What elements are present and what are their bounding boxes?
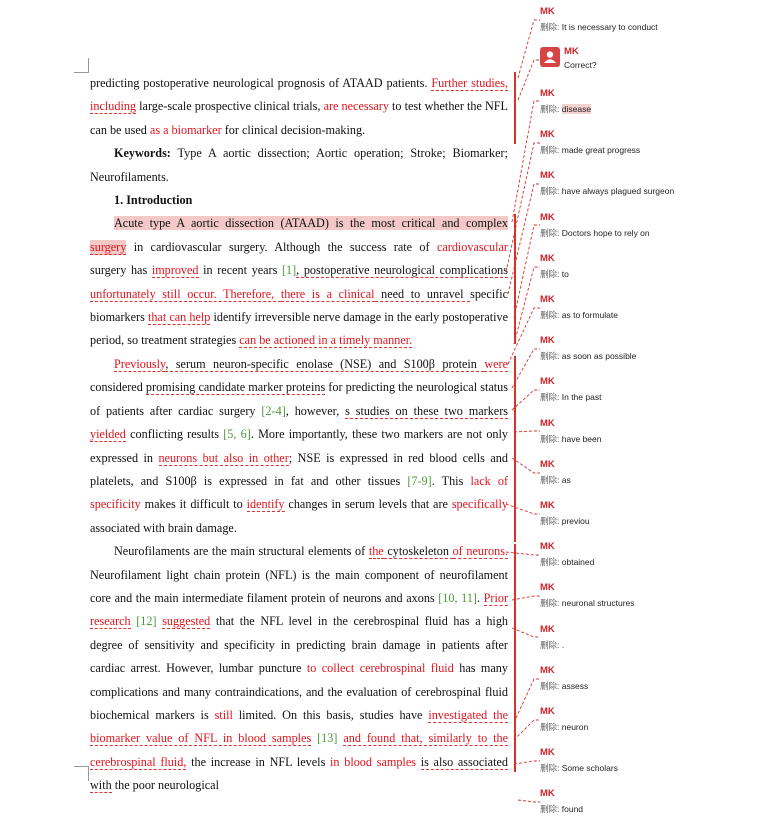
comment-deletion[interactable] [540,747,760,775]
text-run: were [484,356,508,371]
text-run: in cardiovascular surgery. Although the success rate of [126,239,437,254]
text-run: has many complications and many contraindications, and the evaluation of cerebrospinal fluid biochemical markers is [90,661,508,722]
text-run: the increase in NFL levels [186,754,331,769]
deletion-tag: 删除: [540,763,560,774]
deleted-text: neuronal structures [561,598,635,609]
deleted-text: have been [561,433,602,444]
keywords-text: Type A aortic dissection; Aortic operation; Stroke; Biomarker; Neurofilaments. [90,146,508,184]
text-run: s studies on these two markers [345,403,508,418]
text-run: can be actioned in a timely manner. [239,333,413,348]
document-body[interactable] [90,72,508,798]
deleted-text: to [561,268,569,279]
comment-author: MK [540,294,555,305]
deleted-text: Some scholars [561,763,618,774]
text-run: identify [246,497,285,512]
text-run: cytoskeleton [383,544,453,559]
text-run: large-scale prospective clinical trials, [136,99,324,114]
text-run: , however, [285,403,346,418]
text-run: [13] [317,731,338,746]
deleted-text: Doctors hope to rely on [561,227,650,238]
intro-paragraph-1[interactable] [90,212,508,352]
text-run: conflicting results [125,427,224,442]
text-run: investigated the biomarker value of NFL in blood samples [90,707,508,746]
text-run: improved [151,263,199,278]
text-run [416,755,421,769]
keywords-label: Keywords: [114,146,171,161]
text-run: [10, 11] [438,590,477,605]
deletion-tag: 删除: [540,310,560,320]
deleted-text: previou [561,516,590,526]
deletion-tag: 删除: [540,639,560,650]
text-run: for clinical decision-making. [221,122,366,137]
deleted-text: assess [561,680,589,691]
comment-deletion[interactable] [540,582,760,610]
text-run: , postoperative neurological complications [296,263,508,278]
text-run: limited. On this basis, studies have [232,707,429,722]
text-run: Neurofilament light chain protein (NFL) is the main component of neurofilament core and the main intermediate filament protein of neurons and axons [90,567,508,605]
text-run: Prior research [90,590,509,629]
text-run: changes in serum levels that are [284,497,452,512]
text-run: cardiovascular [436,239,508,254]
text-run: considered [90,380,146,395]
deletion-tag: 删除: [540,680,560,691]
deleted-text: made great progress [561,145,641,156]
intro-paragraph-3[interactable] [90,540,508,797]
deletion-tag: 删除: [540,268,560,279]
change-bar [514,356,516,542]
comment-deletion[interactable] [540,459,760,487]
change-bar [514,72,516,144]
deleted-text: disease [561,104,592,114]
deletion-tag: 删除: [540,433,560,444]
deleted-text: as [561,474,571,485]
text-run: ; NSE is expressed in red blood cells and platelets, and S100β is expressed in fat and other tissues [90,450,508,488]
text-run: [1] [281,263,297,278]
comment-author: MK [540,747,555,759]
intro-paragraph-2[interactable] [90,353,508,540]
deletion-tag: 删除: [540,722,560,732]
deletion-tag: 删除: [540,516,560,526]
comment-author: MK [540,417,555,429]
comment-deletion[interactable] [540,253,760,281]
text-run: for predicting the neurological status of patients after cardiac surgery [90,380,508,418]
text-run: in blood samples [330,754,416,769]
text-run: the [368,544,384,559]
comment-author: MK [540,458,555,470]
comment-author: MK [540,6,555,17]
text-run: Further studies, including [90,76,508,114]
deletion-tag: 删除: [540,227,560,238]
comment-deletion[interactable] [540,376,760,404]
comment-deletion[interactable] [540,335,760,363]
deleted-text: obtained [561,557,595,568]
comment-deletion[interactable] [540,624,760,652]
deletion-tag: 删除: [540,804,560,815]
comment-author: MK [540,541,555,553]
deletion-tag: 删除: [540,598,560,609]
deletion-tag: 删除: [540,392,560,403]
deletion-tag: 删除: [540,474,560,485]
comment-deletion[interactable] [540,6,760,34]
comment-author: MK [540,664,555,676]
text-run: [2-4] [261,403,286,418]
deleted-text: as to formulate [561,310,618,320]
text-run: [12] [136,614,157,629]
text-run: are necessary [323,99,389,114]
comment-author: MK [540,335,555,347]
deletion-tag: 删除: [540,145,560,156]
comment-deletion[interactable] [540,88,760,116]
comment-author: MK [540,582,555,594]
text-run: surgery has [90,263,152,278]
comment-deletion[interactable] [540,129,760,157]
deletion-tag: 删除: [540,557,560,568]
comment-reply[interactable] [564,46,597,70]
comment-deletion[interactable] [540,500,760,528]
text-run: Neurofilaments are the main structural elements of [114,544,369,559]
text-run: Previously [114,356,166,371]
change-bar [514,544,516,772]
keywords-paragraph[interactable] [90,142,508,189]
text-run: in recent years [198,263,282,278]
comment-deletion[interactable] [540,212,760,240]
text-run: yielded [90,427,126,442]
text-run: promising candidate marker proteins [145,380,326,395]
text-run: the poor neurological [111,778,219,793]
comment-author: MK [540,211,555,223]
comment-author: MK [540,500,555,511]
deleted-text: It is necessary to conduct [561,22,658,32]
text-run: to test whether the NFL can be used [90,99,508,137]
text-run: neurons but also in other [158,450,289,465]
text-run: is also associated with [90,754,508,793]
text-run: lack of specificity [90,473,509,512]
text-run: of neurons. [452,544,508,559]
deleted-text: found [561,804,584,815]
text-run: unfortunately still occur. Therefore, [90,286,281,301]
comment-author: MK [540,129,555,141]
text-run: Acute type A aortic dissection (ATAAD) is the most critical and complex [114,216,508,231]
text-run: makes it difficult to [140,497,247,512]
abstract-conclusion-paragraph[interactable] [90,72,508,142]
text-run: . This [431,473,471,488]
text-run: that can help [147,310,211,325]
deleted-text: . [561,639,565,650]
text-run: specifically [451,497,508,512]
text-run: predicting postoperative neurological prognosis of ATAAD patients. [90,76,432,90]
deletion-tag: 删除: [540,22,560,32]
text-run: [5, 6] [223,427,251,442]
comment-author: MK [540,376,555,388]
comment-deletion[interactable] [540,418,760,446]
comment-deletion[interactable] [540,294,760,322]
text-run: as a biomarker [149,122,222,137]
comment-deletion[interactable] [540,665,760,693]
user-icon [540,47,560,67]
deletion-tag: 删除: [540,351,560,362]
crop-mark-bottom-left [74,766,89,781]
deleted-text: as soon as possible [561,351,637,362]
text-run: . More importantly, these two markers are not only expressed in [90,427,508,465]
avatar [540,47,560,67]
text-run: specific biomarkers [90,286,508,325]
comments-pane [534,0,764,838]
comment-deletion[interactable] [540,706,760,734]
comment-deletion[interactable] [540,170,760,198]
text-run: and found that, similarly to the cerebrospinal fluid, [90,731,508,769]
change-bar [514,214,516,344]
text-run: that the NFL level in the cerebrospinal fluid has a high degree of sensitivity and specificity in predicting brain damage in patients after cardiac arrest. However, lumbar puncture [90,614,509,676]
comment-author: MK [564,46,579,57]
text-run: to collect cerebrospinal fluid [306,661,454,676]
comment-deletion[interactable] [540,788,760,816]
text-run: identify irreversible nerve damage in the early postoperative period, so treatment strategies [90,310,509,348]
comment-author: MK [540,706,555,717]
text-run: there is a clinical [280,286,375,301]
comment-deletion[interactable] [540,541,760,569]
text-run: associated with brain damage. [90,520,237,535]
text-run: , serum neuron-specific enolase (NSE) and S100β protein [165,356,485,371]
comment-author: MK [540,88,555,99]
comment-author: MK [540,170,555,182]
deleted-text: have always plagued surgeon [561,186,675,197]
comment-author: MK [540,788,555,800]
deletion-tag: 删除: [540,104,560,114]
comment-text: Correct? [564,60,597,70]
comment-author: MK [540,623,555,635]
text-run: need to unravel [374,286,471,301]
deleted-text: In the past [561,392,602,403]
deletion-tag: 删除: [540,186,560,197]
text-run: . [476,590,484,605]
text-run: [7-9] [407,473,432,488]
text-run: still [214,707,233,722]
text-run: suggested [162,614,211,629]
comment-author: MK [540,252,555,264]
section-heading[interactable]: 1. Introduction [114,193,193,208]
crop-mark-top-left [74,58,89,73]
text-run: surgery [90,239,127,254]
deleted-text: neuron [561,722,589,732]
